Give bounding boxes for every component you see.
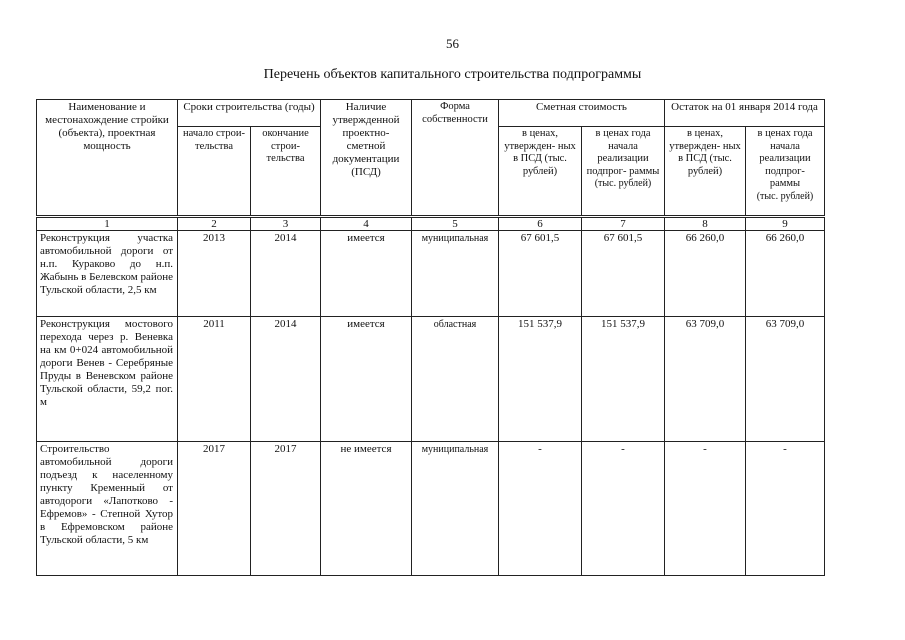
- estimate-year-value: 67 601,5: [582, 231, 665, 317]
- header-balance-year-text: в ценах года начала реализации подпрог- раммы: [757, 128, 813, 189]
- column-number: 7: [582, 217, 665, 231]
- header-estimate-psd: в ценах, утвержден- ных в ПСД (тыс. рублей): [499, 127, 582, 217]
- column-number: 5: [412, 217, 499, 231]
- start-year: 2013: [178, 231, 251, 317]
- table-row: [37, 317, 825, 442]
- object-name: Реконструкция мостового перехода через р. Веневка на км 0+024 автомобильной дороги Венев - Серебряные Пруды в Веневском районе Тульской области, 59,2 пог. м: [37, 317, 178, 442]
- column-number: 4: [321, 217, 412, 231]
- header-balance-year: [746, 127, 825, 217]
- column-number: 3: [251, 217, 321, 231]
- balance-year-value: 63 709,0: [746, 317, 825, 442]
- ownership-form: муниципальная: [412, 231, 499, 317]
- page-number: 56: [446, 36, 459, 51]
- header-estimate-year: [582, 127, 665, 217]
- balance-psd-value: 66 260,0: [665, 231, 746, 317]
- header-estimate: Сметная стоимость: [499, 100, 665, 127]
- estimate-psd-value: 151 537,9: [499, 317, 582, 442]
- capital-construction-table: [36, 99, 825, 576]
- end-year: 2014: [251, 231, 321, 317]
- header-period-start: начало строи- тельства: [178, 127, 251, 217]
- psd-status: имеется: [321, 317, 412, 442]
- header-balance-psd: в ценах, утвержден- ных в ПСД (тыс. рублей): [665, 127, 746, 217]
- header-period: Сроки строительства (годы): [178, 100, 321, 127]
- header-period-end: окончание строи- тельства: [251, 127, 321, 217]
- balance-year-value: 66 260,0: [746, 231, 825, 317]
- column-number: 8: [665, 217, 746, 231]
- column-number: 2: [178, 217, 251, 231]
- ownership-form: областная: [412, 317, 499, 442]
- header-psd: Наличие утвержденной проектно- сметной документации (ПСД): [321, 100, 412, 217]
- balance-year-value: -: [746, 442, 825, 576]
- estimate-psd-value: -: [499, 442, 582, 576]
- table-row: [37, 231, 825, 317]
- balance-psd-value: 63 709,0: [665, 317, 746, 442]
- object-name: Реконструкция участка автомобильной дороги от н.п. Кураково до н.п. Жабынь в Белевском районе Тульской области, 2,5 км: [37, 231, 178, 317]
- header-name: Наименование и местонахождение стройки (объекта), проектная мощность: [37, 100, 178, 217]
- header-ownership: Форма собственности: [412, 100, 499, 217]
- psd-status: имеется: [321, 231, 412, 317]
- start-year: 2011: [178, 317, 251, 442]
- column-number: 1: [37, 217, 178, 231]
- balance-psd-value: -: [665, 442, 746, 576]
- document-title: Перечень объектов капитального строительства подпрограммы: [263, 67, 642, 82]
- estimate-psd-value: 67 601,5: [499, 231, 582, 317]
- column-number: 9: [746, 217, 825, 231]
- table-row: [37, 442, 825, 576]
- header-estimate-year-unit: (тыс. рублей): [594, 178, 652, 189]
- header-balance-year-unit: (тыс. рублей): [756, 190, 814, 202]
- header-estimate-year-text: в ценах года начала реализации подпрог- раммы: [586, 128, 660, 177]
- psd-status: не имеется: [321, 442, 412, 576]
- end-year: 2017: [251, 442, 321, 576]
- end-year: 2014: [251, 317, 321, 442]
- header-balance: Остаток на 01 января 2014 года: [665, 100, 825, 127]
- estimate-year-value: -: [582, 442, 665, 576]
- column-number-row: [37, 217, 825, 231]
- estimate-year-value: 151 537,9: [582, 317, 665, 442]
- column-number: 6: [499, 217, 582, 231]
- object-name: Строительство автомобильной дороги подъезд к населенному пункту Кременный от автодороги «Лапотково - Ефремов» - Степной Хутор в Ефремовском районе Тульской области, 5 км: [37, 442, 178, 576]
- start-year: 2017: [178, 442, 251, 576]
- ownership-form: муниципальная: [412, 442, 499, 576]
